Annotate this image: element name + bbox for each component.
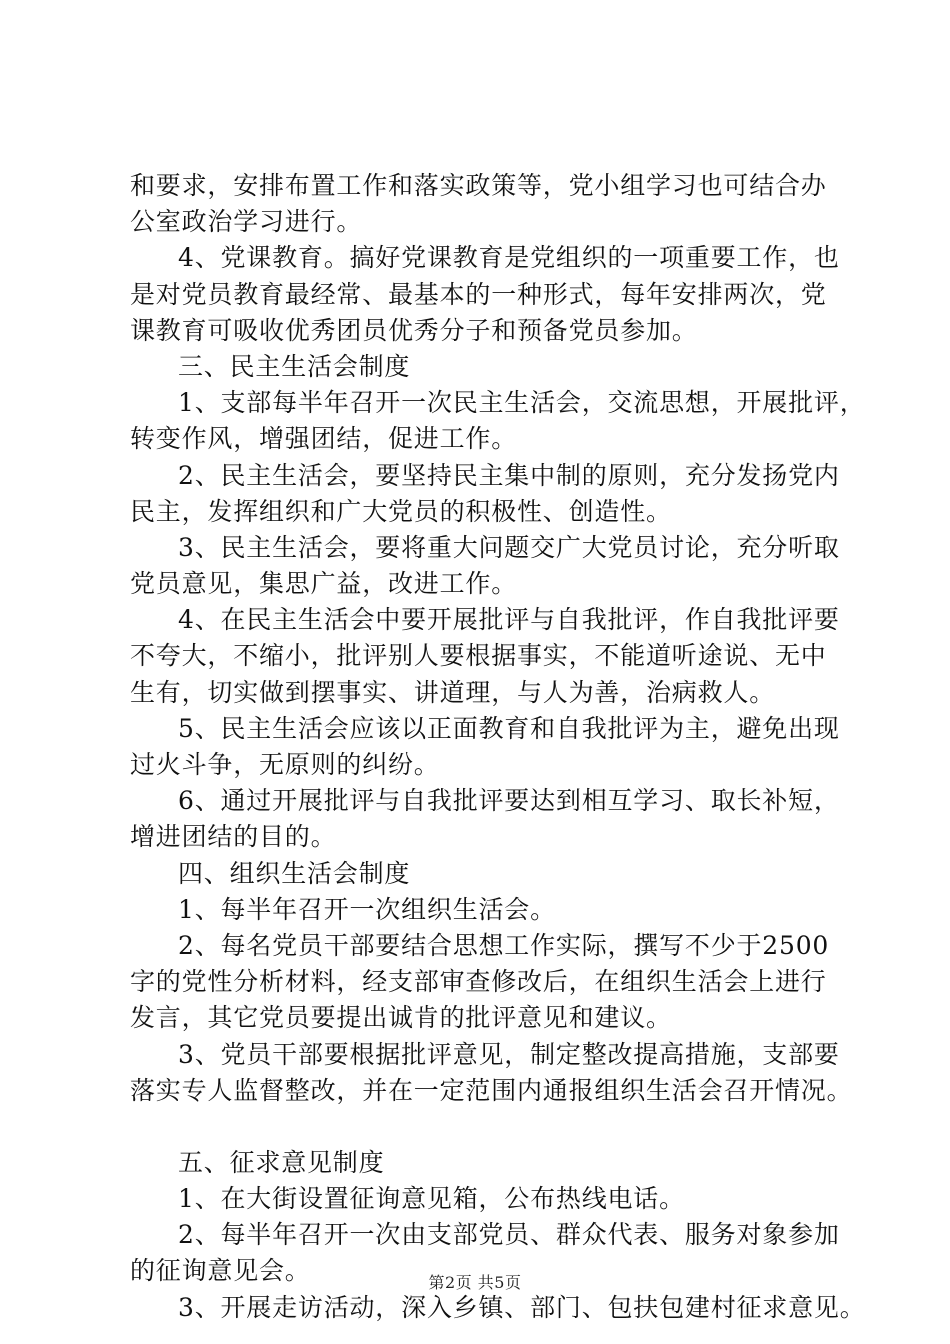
body-line: 1、每半年召开一次组织生活会。	[178, 894, 556, 924]
document-body	[130, 168, 866, 1326]
body-line: 生有，切实做到摆事实、讲道理，与人为善，治病救人。	[130, 677, 776, 707]
body-line: 民主，发挥组织和广大党员的积极性、创造性。	[130, 496, 672, 526]
body-line: 公室政治学习进行。	[130, 207, 363, 237]
body-line: 2、民主生活会，要坚持民主集中制的原则，充分发扬党内	[178, 460, 840, 490]
body-line: 增进团结的目的。	[130, 822, 337, 852]
body-line: 3、党员干部要根据批评意见，制定整改提高措施，支部要	[178, 1039, 840, 1069]
body-line: 5、民主生活会应该以正面教育和自我批评为主，避免出现	[178, 713, 840, 743]
body-line: 3、开展走访活动，深入乡镇、部门、包扶包建村征求意见。	[178, 1292, 866, 1322]
section-heading: 五、征求意见制度	[178, 1147, 385, 1177]
body-line: 课教育可吸收优秀团员优秀分子和预备党员参加。	[130, 315, 698, 345]
body-line: 发言，其它党员要提出诚肯的批评意见和建议。	[130, 1003, 672, 1033]
body-line: 过火斗争，无原则的纠纷。	[130, 750, 440, 779]
section-heading: 三、民主生活会制度	[178, 351, 411, 381]
body-line: 不夸大，不缩小，批评别人要根据事实，不能道听途说、无中	[130, 641, 827, 671]
body-line: 3、民主生活会，要将重大问题交广大党员讨论，充分听取	[178, 532, 840, 562]
body-line: 党员意见，集思广益，改进工作。	[130, 569, 518, 599]
body-line: 字的党性分析材料，经支部审查修改后，在组织生活会上进行	[130, 967, 827, 997]
body-line: 1、支部每半年召开一次民主生活会，交流思想，开展批评，	[178, 388, 866, 418]
body-line: 和要求，安排布置工作和落实政策等，党小组学习也可结合办	[130, 171, 827, 200]
body-line: 4、在民主生活会中要开展批评与自我批评，作自我批评要	[178, 605, 840, 635]
body-line: 落实专人监督整改，并在一定范围内通报组织生活会召开情况。	[130, 1075, 853, 1105]
paragraph-gap	[130, 1109, 850, 1145]
body-line: 4、党课教育。搞好党课教育是党组织的一项重要工作，也	[178, 243, 840, 273]
page-footer: 第2页 共5页	[428, 1273, 522, 1292]
body-line: 转变作风，增强团结，促进工作。	[130, 424, 518, 454]
section-heading: 四、组织生活会制度	[178, 858, 411, 888]
body-line: 的征询意见会。	[130, 1256, 311, 1286]
body-line: 是对党员教育最经常、最基本的一种形式，每年安排两次，党	[130, 279, 827, 309]
body-line: 6、通过开展批评与自我批评要达到相互学习、取长补短，	[178, 786, 840, 816]
body-line: 2、每名党员干部要结合思想工作实际，撰写不少于2500	[178, 930, 830, 960]
body-line: 2、每半年召开一次由支部党员、群众代表、服务对象参加	[178, 1220, 840, 1250]
body-line: 1、在大街设置征询意见箱，公布热线电话。	[178, 1184, 685, 1214]
